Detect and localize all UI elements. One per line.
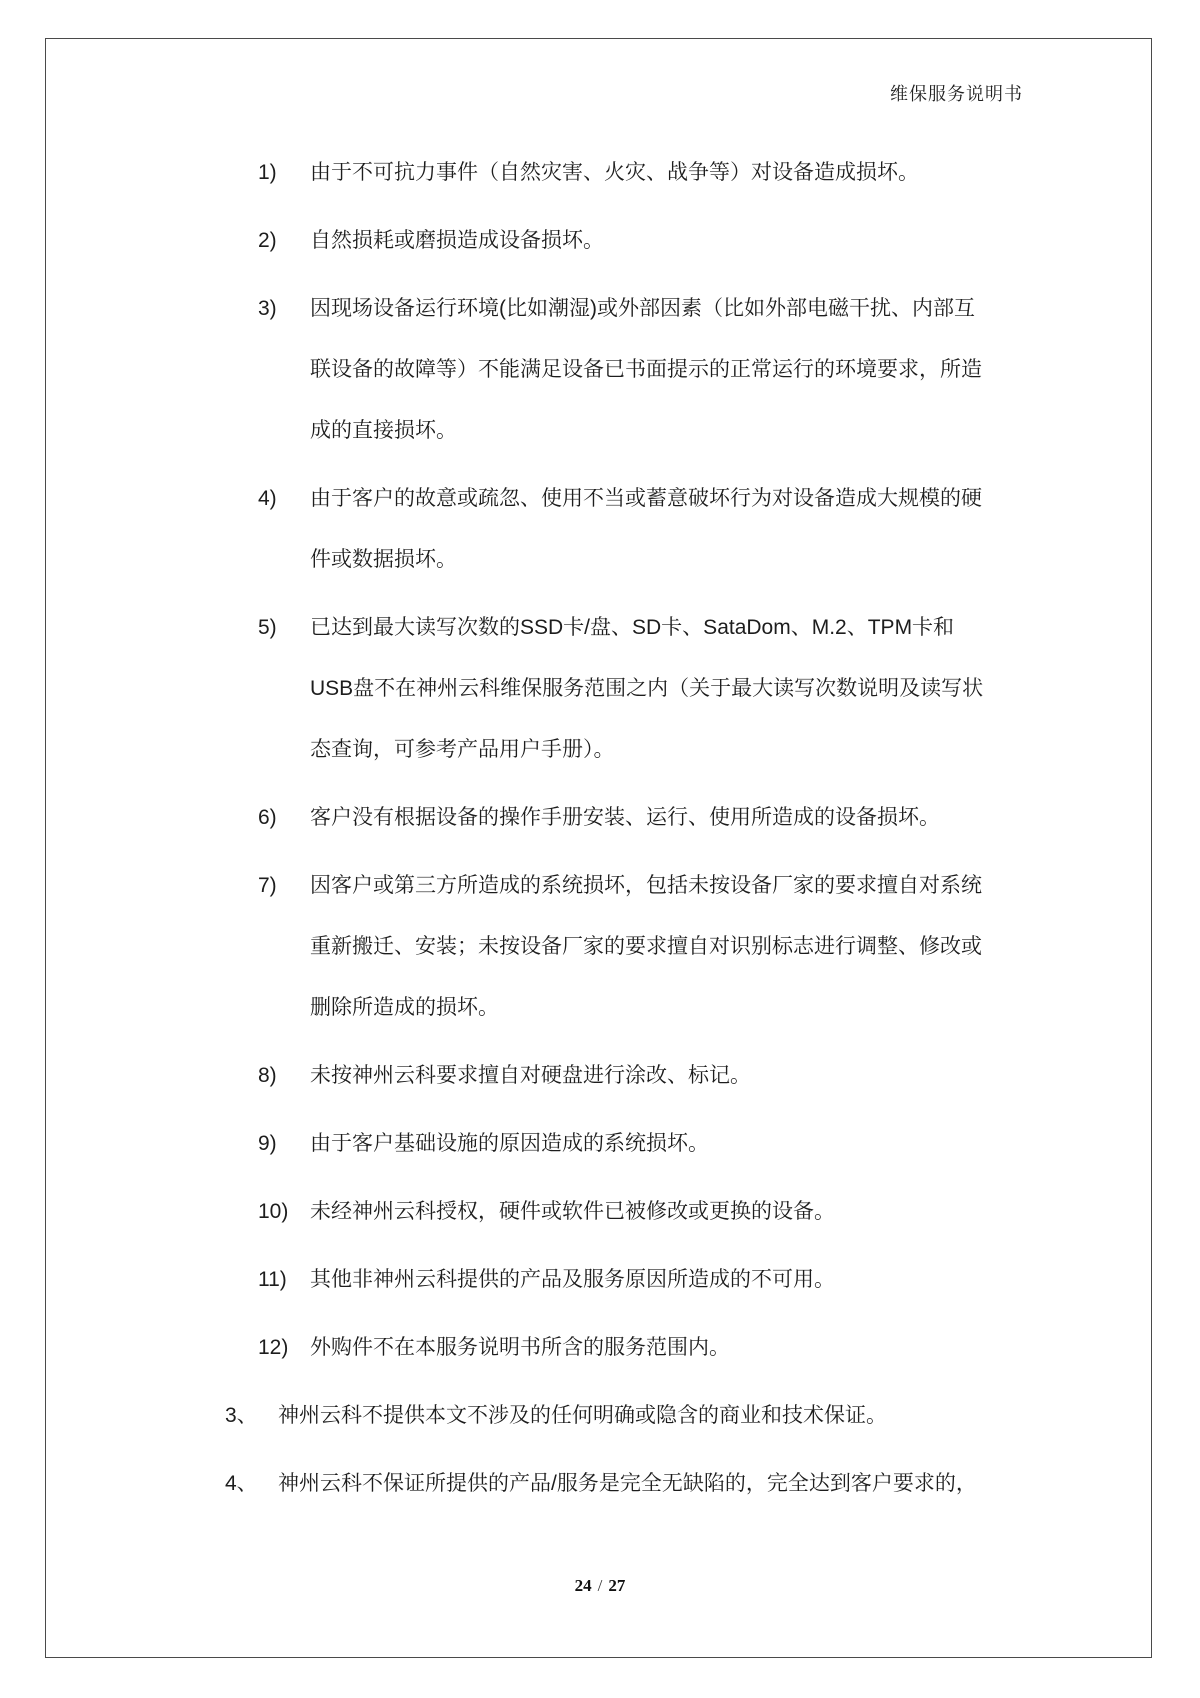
list-item-number: 8) [258, 1064, 277, 1087]
list-item-lines [310, 278, 982, 461]
list-item-lines [310, 855, 982, 1038]
header-title: 维保服务说明书 [890, 84, 1023, 104]
list-item-text-line: 因客户或第三方所造成的系统损坏，包括未按设备厂家的要求擅自对系统 [310, 874, 982, 897]
list-item-text-line: 态查询，可参考产品用户手册）。 [310, 738, 615, 761]
list-item [225, 1385, 978, 1446]
list-item-text-line: 未按神州云科要求擅自对硬盘进行涂改、标记。 [310, 1064, 751, 1087]
list-item-lines [310, 1249, 978, 1310]
list-item-text-line: 件或数据损坏。 [310, 548, 457, 571]
list-item-text-line: 由于不可抗力事件（自然灾害、火灾、战争等）对设备造成损坏。 [310, 161, 919, 184]
list-item [258, 787, 978, 848]
list-item [258, 1045, 978, 1106]
list-item-lines [278, 1385, 978, 1446]
list-item [258, 1181, 978, 1242]
list-item [258, 142, 978, 203]
list-item [258, 210, 978, 271]
list-item-number: 3) [258, 297, 277, 320]
list-item-lines [310, 1045, 978, 1106]
list-item-number: 11) [258, 1268, 287, 1291]
list-item-number: 4) [258, 487, 277, 510]
list-item-lines [310, 468, 982, 590]
list-item-text-line: 神州云科不提供本文不涉及的任何明确或隐含的商业和技术保证。 [278, 1404, 887, 1427]
list-item-lines [310, 1181, 978, 1242]
exclusion-list [225, 142, 984, 1521]
list-item-number: 3、 [225, 1404, 258, 1427]
list-item-text-line: 由于客户的故意或疏忽、使用不当或蓄意破坏行为对设备造成大规模的硬 [310, 487, 982, 510]
list-item-number: 9) [258, 1132, 277, 1155]
list-item-lines [310, 210, 978, 271]
list-item-text-line: 外购件不在本服务说明书所含的服务范围内。 [310, 1336, 730, 1359]
list-item [258, 1249, 978, 1310]
list-item-number: 7) [258, 874, 277, 897]
list-item-text-line: 其他非神州云科提供的产品及服务原因所造成的不可用。 [310, 1268, 835, 1291]
list-item-text-line: 联设备的故障等）不能满足设备已书面提示的正常运行的环境要求，所造 [310, 358, 982, 381]
list-item-number: 2) [258, 229, 277, 252]
page-number-current: 24 [574, 1576, 592, 1595]
list-item-number: 10) [258, 1200, 289, 1223]
list-item-lines [310, 597, 983, 780]
list-item-text-line: 客户没有根据设备的操作手册安装、运行、使用所造成的设备损坏。 [310, 806, 940, 829]
list-item [258, 597, 984, 780]
list-item-lines [310, 787, 978, 848]
list-item-text-line: 已达到最大读写次数的SSD卡/盘、SD卡、SataDom、M.2、TPM卡和 [310, 616, 955, 639]
page-number-total: 27 [608, 1576, 626, 1595]
list-item-lines [278, 1453, 978, 1514]
list-item [258, 1317, 978, 1378]
list-item-text-line: 成的直接损坏。 [310, 419, 457, 442]
list-item [225, 1453, 978, 1514]
list-item-number: 12) [258, 1336, 289, 1359]
list-item-lines [310, 1113, 978, 1174]
list-item [258, 278, 982, 461]
list-item [258, 468, 982, 590]
page-number-separator: / [597, 1576, 603, 1595]
list-item-text-line: 神州云科不保证所提供的产品/服务是完全无缺陷的，完全达到客户要求的， [278, 1472, 977, 1495]
list-item-number: 6) [258, 806, 277, 829]
list-item-number: 5) [258, 616, 277, 639]
list-item [258, 855, 982, 1038]
list-item-text-line: 自然损耗或磨损造成设备损坏。 [310, 229, 604, 252]
list-item-number: 1) [258, 161, 277, 184]
list-item-number: 4、 [225, 1472, 258, 1495]
list-item-text-line: USB盘不在神州云科维保服务范围之内（关于最大读写次数说明及读写状 [310, 677, 984, 700]
list-item-text-line: 删除所造成的损坏。 [310, 996, 499, 1019]
list-item-lines [310, 1317, 978, 1378]
list-item-text-line: 由于客户基础设施的原因造成的系统损坏。 [310, 1132, 709, 1155]
list-item-lines [310, 142, 978, 203]
list-item-text-line: 因现场设备运行环境(比如潮湿)或外部因素（比如外部电磁干扰、内部互 [310, 297, 975, 320]
list-item [258, 1113, 978, 1174]
list-item-text-line: 重新搬迁、安装；未按设备厂家的要求擅自对识别标志进行调整、修改或 [310, 935, 982, 958]
list-item-text-line: 未经神州云科授权，硬件或软件已被修改或更换的设备。 [310, 1200, 835, 1223]
page-footer [0, 1576, 1200, 1596]
